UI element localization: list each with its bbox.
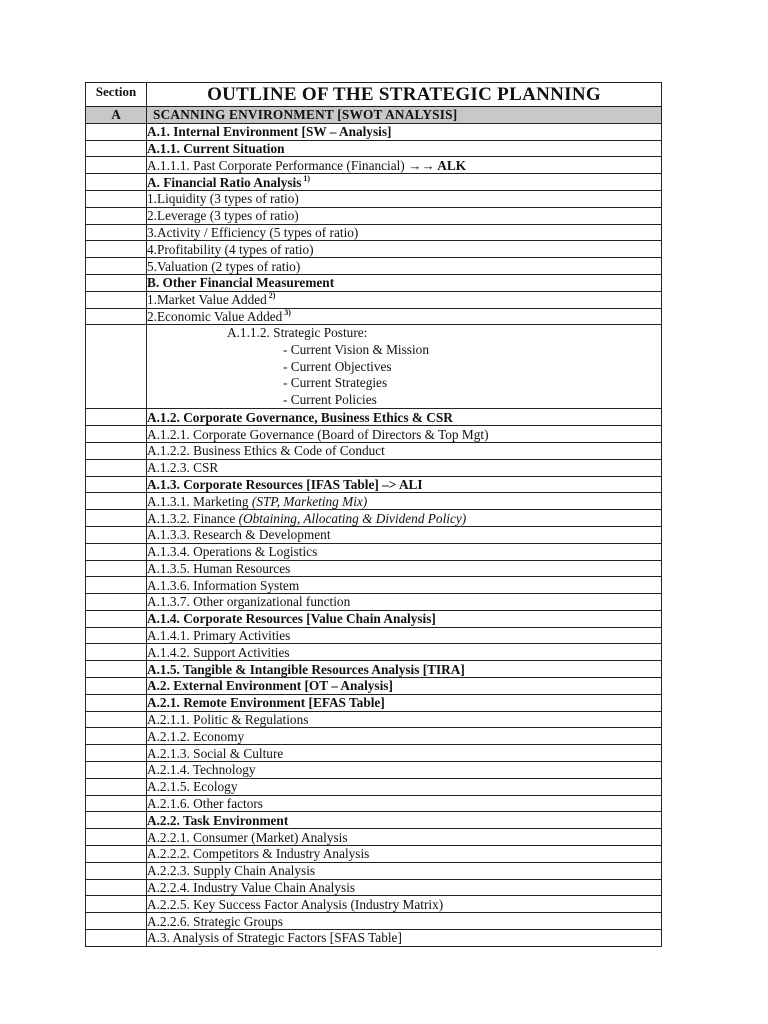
section-cell: [86, 812, 147, 829]
outline-item-a224: A.2.2.4. Industry Value Chain Analysis: [147, 879, 662, 896]
section-cell: [86, 409, 147, 426]
section-cell: [86, 140, 147, 157]
table-row: [86, 526, 662, 543]
section-cell: [86, 930, 147, 947]
section-cell: [86, 762, 147, 779]
table-row: [86, 644, 662, 661]
outline-item-a213: A.2.1.3. Social & Culture: [147, 745, 662, 762]
section-cell: [86, 560, 147, 577]
section-banner-row: [86, 107, 662, 124]
outline-item-a212: A.2.1.2. Economy: [147, 728, 662, 745]
table-row: [86, 493, 662, 510]
posture-item: - Current Strategies: [283, 375, 388, 391]
footnote-marker: 1): [303, 173, 311, 183]
outline-heading-a1: A.1. Internal Environment [SW – Analysis]: [147, 123, 662, 140]
section-cell: [86, 644, 147, 661]
table-row: [86, 678, 662, 695]
section-cell: [86, 224, 147, 241]
section-cell: [86, 526, 147, 543]
section-banner-title: SCANNING ENVIRONMENT [SWOT ANALYSIS]: [147, 107, 662, 124]
outline-heading-a15: A.1.5. Tangible & Intangible Resources Analysis [TIRA]: [147, 661, 662, 678]
outline-item-a111: [147, 157, 662, 174]
table-row: [86, 577, 662, 594]
table-row: [86, 728, 662, 745]
outline-item-a123: A.1.2.3. CSR: [147, 459, 662, 476]
table-row: [86, 241, 662, 258]
table-row: [86, 426, 662, 443]
table-row: [86, 846, 662, 863]
outline-item-a122: A.1.2.2. Business Ethics & Code of Conduct: [147, 442, 662, 459]
posture-item: - Current Vision & Mission: [283, 341, 429, 357]
outline-item-market-value-added: [147, 291, 662, 308]
table-row: [86, 711, 662, 728]
outline-item-a222: A.2.2.2. Competitors & Industry Analysis: [147, 846, 662, 863]
table-row: [86, 174, 662, 191]
outline-item-leverage: 2.Leverage (3 types of ratio): [147, 207, 662, 224]
outline-item-a215: A.2.1.5. Ecology: [147, 778, 662, 795]
table-header-row: [86, 83, 662, 107]
table-row: [86, 896, 662, 913]
section-cell: [86, 829, 147, 846]
section-cell: [86, 795, 147, 812]
section-cell: [86, 896, 147, 913]
table-row: [86, 224, 662, 241]
section-cell: [86, 476, 147, 493]
outline-item-a221: A.2.2.1. Consumer (Market) Analysis: [147, 829, 662, 846]
outline-item-a121: A.1.2.1. Corporate Governance (Board of Directors & Top Mgt): [147, 426, 662, 443]
outline-item-note: (STP, Marketing Mix): [251, 493, 368, 509]
table-row: [86, 661, 662, 678]
table-row: [86, 694, 662, 711]
table-row: [86, 862, 662, 879]
table-row: [86, 274, 662, 291]
table-row: [86, 476, 662, 493]
posture-item: - Current Objectives: [283, 358, 392, 374]
table-row: [86, 627, 662, 644]
outline-item-a214: A.2.1.4. Technology: [147, 762, 662, 779]
table-row: [86, 442, 662, 459]
section-cell: [86, 459, 147, 476]
outline-heading-a21: A.2.1. Remote Environment [EFAS Table]: [147, 694, 662, 711]
section-cell: [86, 157, 147, 174]
outline-item-a3: A.3. Analysis of Strategic Factors [SFAS Table]: [147, 930, 662, 947]
outline-item-a136: A.1.3.6. Information System: [147, 577, 662, 594]
outline-heading-a12: A.1.2. Corporate Governance, Business Ethics & CSR: [147, 409, 662, 426]
table-row: [86, 610, 662, 627]
section-cell: [86, 879, 147, 896]
table-row: [86, 762, 662, 779]
table-row: [86, 207, 662, 224]
section-cell: [86, 241, 147, 258]
outline-item-text: A.1.1.1. Past Corporate Performance (Financial): [147, 157, 409, 173]
outline-heading-a11: A.1.1. Current Situation: [147, 140, 662, 157]
outline-item-activity: 3.Activity / Efficiency (5 types of ratio): [147, 224, 662, 241]
document-title: OUTLINE OF THE STRATEGIC PLANNING: [147, 83, 662, 107]
table-row: [86, 325, 662, 409]
outline-item-a226: A.2.2.6. Strategic Groups: [147, 913, 662, 930]
table-row: [86, 157, 662, 174]
outline-heading-a22: A.2.2. Task Environment: [147, 812, 662, 829]
section-cell: [86, 190, 147, 207]
table-row: [86, 140, 662, 157]
section-cell: [86, 493, 147, 510]
outline-item-valuation: 5.Valuation (2 types of ratio): [147, 258, 662, 275]
table-row: [86, 594, 662, 611]
section-cell: [86, 510, 147, 527]
outline-item-strategic-posture: [147, 325, 662, 409]
outline-item-profitability: 4.Profitability (4 types of ratio): [147, 241, 662, 258]
outline-item-a223: A.2.2.3. Supply Chain Analysis: [147, 862, 662, 879]
outline-item-text: A.1.1.2. Strategic Posture:: [227, 325, 368, 341]
section-cell: [86, 711, 147, 728]
footnote-marker: 3): [284, 308, 291, 317]
outline-subheading-financial-ratio: [147, 174, 662, 191]
table-row: [86, 829, 662, 846]
table-row: [86, 879, 662, 896]
table-row: [86, 258, 662, 275]
section-cell: [86, 123, 147, 140]
outline-heading-a2: A.2. External Environment [OT – Analysis]: [147, 678, 662, 695]
section-cell: [86, 678, 147, 695]
outline-item-a142: A.1.4.2. Support Activities: [147, 644, 662, 661]
outline-subheading-other-financial: B. Other Financial Measurement: [147, 274, 662, 291]
section-cell: [86, 274, 147, 291]
outline-item-a141: A.1.4.1. Primary Activities: [147, 627, 662, 644]
section-cell: [86, 694, 147, 711]
section-cell: [86, 442, 147, 459]
section-cell: [86, 862, 147, 879]
section-cell: [86, 745, 147, 762]
outline-item-text: A. Financial Ratio Analysis: [147, 174, 302, 190]
outline-item-a134: A.1.3.4. Operations & Logistics: [147, 543, 662, 560]
section-cell: [86, 610, 147, 627]
outline-item-a131: [147, 493, 662, 510]
section-cell: [86, 308, 147, 325]
table-row: [86, 778, 662, 795]
outline-item-text: A.1.3.2. Finance: [147, 510, 239, 526]
outline-item-a137: A.1.3.7. Other organizational function: [147, 594, 662, 611]
section-cell: [86, 661, 147, 678]
table-row: [86, 291, 662, 308]
outline-item-a211: A.2.1.1. Politic & Regulations: [147, 711, 662, 728]
outline-item-a132: [147, 510, 662, 527]
footnote-marker: 2): [268, 291, 276, 301]
table-row: [86, 190, 662, 207]
table-row: [86, 543, 662, 560]
table-row: [86, 560, 662, 577]
table-row: [86, 409, 662, 426]
outline-item-a216: A.2.1.6. Other factors: [147, 795, 662, 812]
outline-item-a135: A.1.3.5. Human Resources: [147, 560, 662, 577]
table-row: [86, 123, 662, 140]
table-row: [86, 459, 662, 476]
outline-item-a133: A.1.3.3. Research & Development: [147, 526, 662, 543]
outline-item-text: A.1.3.1. Marketing: [147, 493, 252, 509]
section-cell: [86, 627, 147, 644]
section-cell: [86, 577, 147, 594]
outline-item-text: 1.Market Value Added: [147, 292, 267, 308]
section-column-header: Section: [86, 83, 147, 107]
table-row: [86, 913, 662, 930]
section-cell: [86, 846, 147, 863]
section-cell: [86, 728, 147, 745]
section-cell: [86, 426, 147, 443]
table-row: [86, 812, 662, 829]
section-cell: [86, 258, 147, 275]
outline-table: [85, 82, 662, 947]
outline-item-a225: A.2.2.5. Key Success Factor Analysis (Industry Matrix): [147, 896, 662, 913]
table-row: [86, 510, 662, 527]
table-row: [86, 745, 662, 762]
table-row: [86, 308, 662, 325]
section-cell: [86, 913, 147, 930]
outline-item-liquidity: 1.Liquidity (3 types of ratio): [147, 190, 662, 207]
section-cell: [86, 325, 147, 409]
outline-heading-a13: A.1.3. Corporate Resources [IFAS Table] –> ALI: [147, 476, 662, 493]
section-cell: [86, 778, 147, 795]
table-row: [86, 930, 662, 947]
posture-item: - Current Policies: [283, 391, 377, 407]
outline-item-note: (Obtaining, Allocating & Dividend Policy): [238, 510, 467, 526]
arrow-alk-label: →→ ALK: [408, 157, 467, 173]
section-cell: [86, 174, 147, 191]
section-cell: [86, 291, 147, 308]
section-cell: [86, 207, 147, 224]
outline-heading-a14: A.1.4. Corporate Resources [Value Chain Analysis]: [147, 610, 662, 627]
section-cell: [86, 594, 147, 611]
outline-item-text: 2.Economic Value Added: [147, 308, 283, 324]
outline-item-economic-value-added: [147, 308, 662, 325]
section-cell: [86, 543, 147, 560]
table-row: [86, 795, 662, 812]
section-letter: A: [86, 107, 147, 124]
